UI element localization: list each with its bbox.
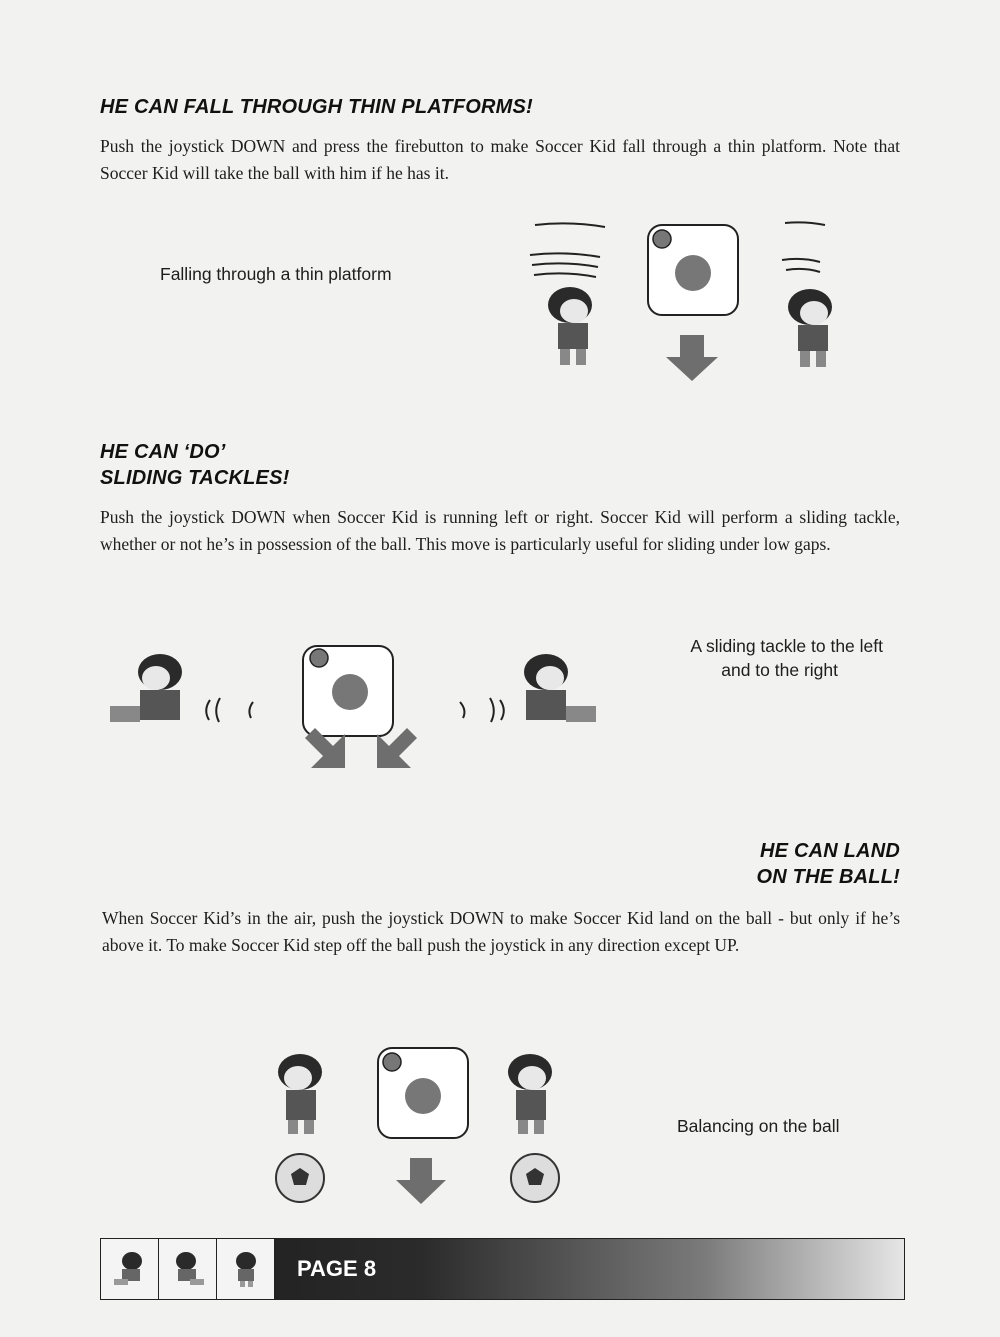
soccer-ball-icon [276, 1154, 324, 1202]
page-number-label: PAGE 8 [297, 1256, 377, 1281]
soccer-kid-sprite-icon [524, 654, 596, 722]
soccer-ball-icon [511, 1154, 559, 1202]
illustration-fall-through [520, 215, 870, 385]
caption-fall-through: Falling through a thin platform [160, 264, 392, 284]
soccer-kid-sprite-icon [110, 1249, 150, 1289]
section-body-sliding: Push the joystick DOWN when Soccer Kid is running left or right. Soccer Kid will perform a sliding tackle, whether or not he’s in possession of the ball. This move is particularly useful for sliding under low gaps. [100, 507, 900, 554]
down-arrow-icon [396, 1158, 446, 1204]
soccer-kid-sprite-icon [548, 287, 592, 365]
soccer-kid-sprite-icon [226, 1249, 266, 1289]
heading-line: HE CAN ‘DO’ [100, 441, 226, 463]
soccer-kid-sprite-icon [110, 654, 182, 722]
illustration-sliding-tackle [105, 640, 605, 775]
soccer-kid-sprite-icon [278, 1054, 322, 1134]
bleed-through-text [620, 85, 629, 124]
joystick-icon [303, 646, 393, 736]
heading-line: ON THE BALL! [756, 866, 900, 888]
joystick-icon [378, 1048, 468, 1138]
down-arrow-icon [666, 335, 718, 381]
footer-sprite-box [159, 1239, 217, 1299]
section-heading-sliding [100, 439, 290, 491]
caption-sliding [600, 634, 883, 682]
section-heading-fall-through: HE CAN FALL THROUGH THIN PLATFORMS! [100, 96, 533, 118]
soccer-kid-sprite-icon [508, 1054, 552, 1134]
page-footer [100, 1238, 905, 1300]
footer-sprite-box [217, 1239, 275, 1299]
section-body-land-on-ball: When Soccer Kid’s in the air, push the joystick DOWN to make Soccer Kid land on the ball - but only if he’s above it. To make Soccer Kid step off the ball push the joystick in any direction except UP. [102, 908, 900, 955]
section-heading-land-on-ball [600, 838, 900, 890]
caption-line: A sliding tackle to the left [690, 636, 883, 656]
soccer-kid-sprite-icon [168, 1249, 208, 1289]
heading-line: HE CAN LAND [760, 840, 900, 862]
soccer-kid-sprite-icon [788, 289, 832, 367]
heading-line: SLIDING TACKLES! [100, 467, 290, 489]
footer-sprite-box [101, 1239, 159, 1299]
illustration-land-on-ball [260, 1040, 580, 1210]
joystick-icon [648, 225, 738, 315]
section-body-fall-through: Push the joystick DOWN and press the firebutton to make Soccer Kid fall through a thin platform. Note that Soccer Kid will take the ball with him if he has it. [100, 136, 900, 183]
caption-land-on-ball: Balancing on the ball [677, 1116, 840, 1136]
caption-line: and to the right [721, 660, 838, 680]
